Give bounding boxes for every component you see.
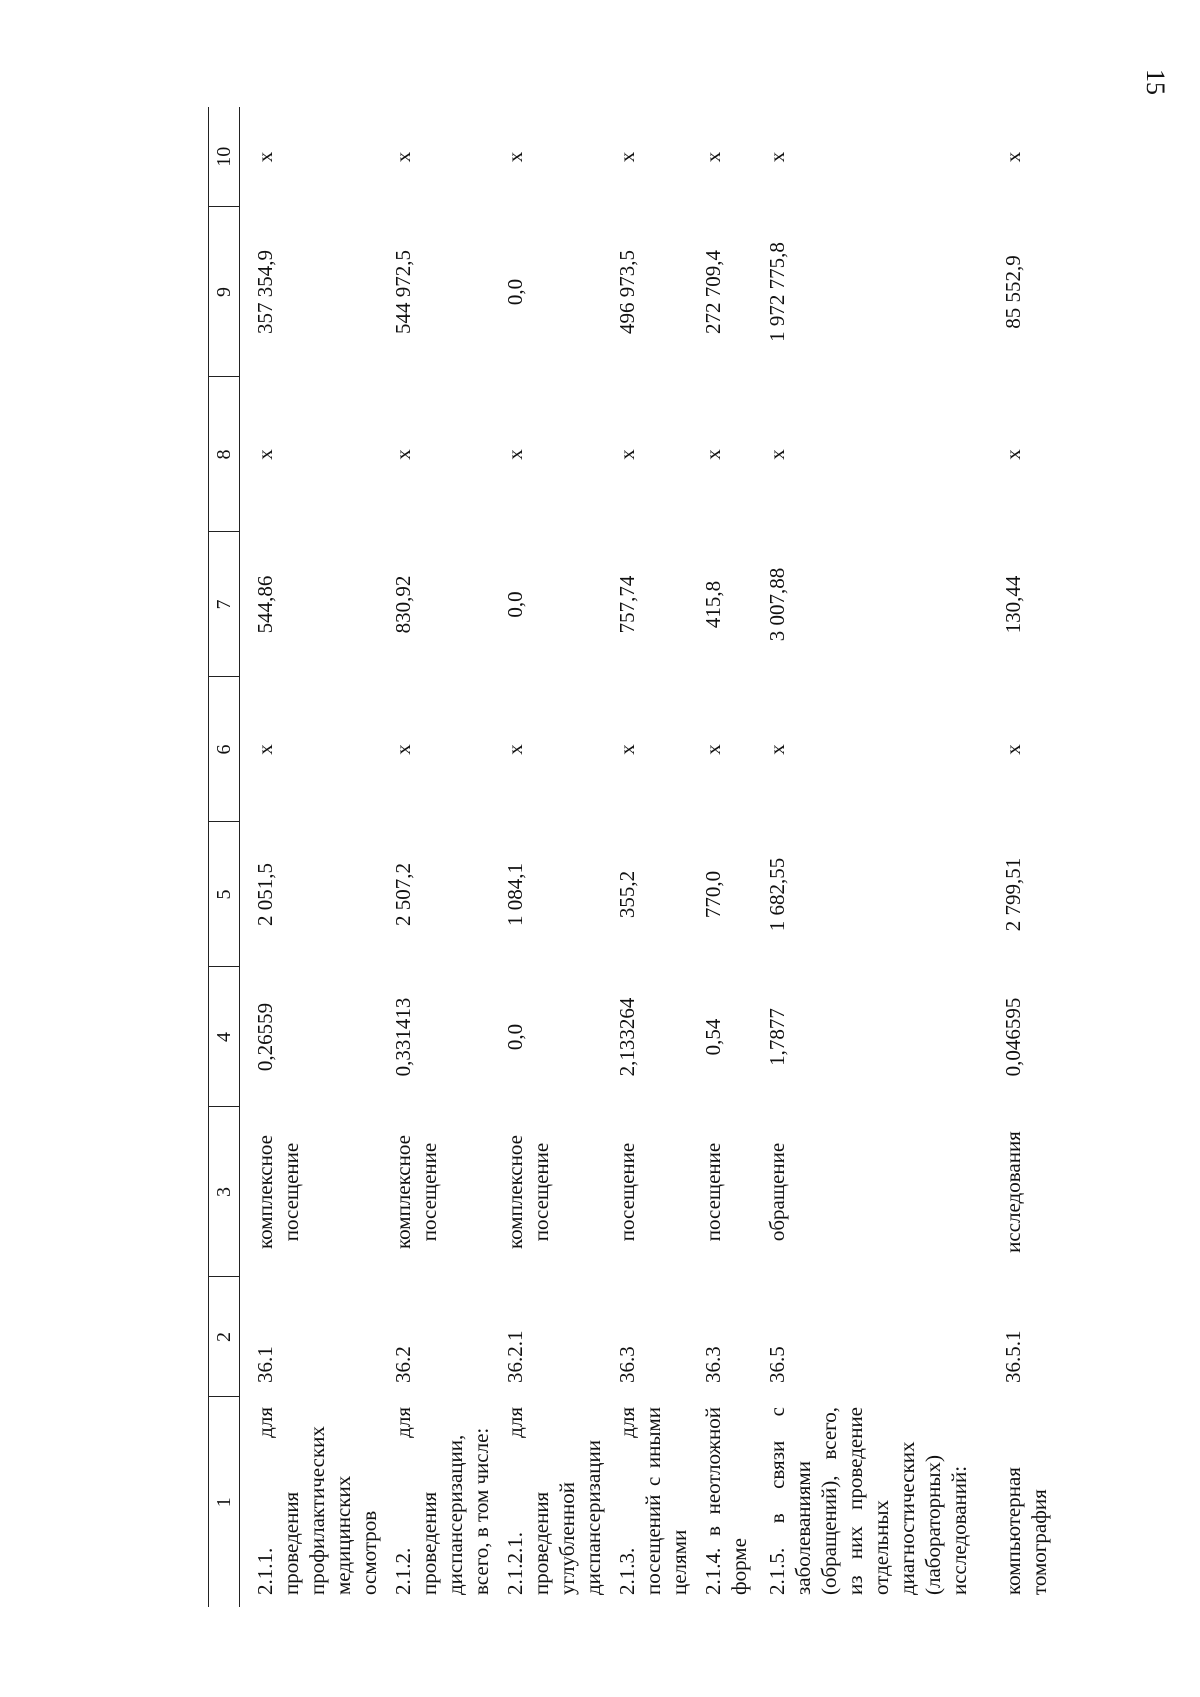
row-unit: комплексное посещение [503,1135,553,1249]
cell-col6: х [391,744,415,755]
table-row [494,107,606,1607]
cell-col5: 355,2 [615,870,639,919]
table-row [692,107,756,1607]
table-row [756,107,974,1607]
row-code: 36.2.1 [503,1330,527,1383]
cell-col5: 2 051,5 [253,863,277,926]
cell-col4: 0,046595 [1001,997,1025,1077]
column-header: 2 [209,1277,240,1397]
cell-col4: 1,7877 [765,1008,789,1066]
column-header: 1 [209,1397,240,1607]
rotated-table-sheet [208,107,1051,1607]
cell-col6: х [701,744,725,755]
row-name: компьютерная томография [1001,1467,1051,1595]
row-unit: посещение [615,1142,639,1242]
row-name: 2.1.2. для проведения диспансеризации, всего, в том числе: [391,1407,493,1595]
row-unit: комплексное посещение [391,1135,441,1249]
row-code: 36.2 [391,1346,415,1383]
column-header: 7 [209,532,240,677]
row-unit: посещение [701,1142,725,1242]
cell-col7: 130,44 [1001,575,1025,634]
cell-col7: 544,86 [253,575,277,634]
cell-col8: х [391,449,415,460]
cell-col8: х [503,449,527,460]
row-code: 36.3 [615,1346,639,1383]
cell-col10: х [701,151,725,163]
row-name: 2.1.2.1. для проведения углубленной диспансеризации [503,1407,605,1595]
cell-col9: 1 972 775,8 [765,242,789,342]
tariff-table [208,107,1120,1607]
row-unit: исследования [1001,1131,1025,1253]
table-row [382,107,494,1607]
cell-col4: 0,26559 [253,1002,277,1072]
row-unit: обращение [765,1142,789,1242]
cell-col9: 272 709,4 [701,250,725,334]
cell-col5: 1 084,1 [503,863,527,926]
column-header: 3 [209,1107,240,1277]
cell-col7: 0,0 [503,591,527,618]
row-unit: комплексное посещение [253,1135,303,1249]
cell-col6: х [615,744,639,755]
cell-col9: 0,0 [503,278,527,306]
column-header: 4 [209,967,240,1107]
cell-col6: х [253,744,277,755]
column-header: 8 [209,377,240,532]
cell-col8: х [615,449,639,460]
row-code: 36.1 [253,1346,277,1383]
cell-col8: х [1001,449,1025,460]
cell-col10: х [253,151,277,163]
cell-col5: 1 682,55 [765,857,789,932]
cell-col7: 757,74 [615,575,639,634]
cell-col10: х [391,151,415,163]
cell-col4: 0,54 [701,1018,725,1056]
cell-col10: х [615,151,639,163]
cell-col9: 496 973,5 [615,250,639,334]
cell-col4: 0,331413 [391,997,415,1077]
cell-col8: х [701,449,725,460]
cell-col9: 544 972,5 [391,250,415,334]
cell-col10: х [503,151,527,163]
column-header: 10 [209,107,240,207]
cell-col9: 357 354,9 [253,250,277,334]
table-row [240,107,383,1607]
row-name: 2.1.4. в неотложной форме [701,1407,751,1595]
cell-col7: 415,8 [701,580,725,629]
row-code: 36.5.1 [1001,1330,1025,1383]
row-code: 36.5 [765,1346,789,1383]
row-name: 2.1.1. для проведения профилактических медицинских осмотров [253,1407,381,1595]
cell-col10: х [765,151,789,163]
row-code: 36.3 [701,1346,725,1383]
cell-col6: х [503,744,527,755]
cell-col8: х [253,449,277,460]
cell-col8: х [765,449,789,460]
cell-col5: 770,0 [701,870,725,919]
cell-col5: 2 799,51 [1001,857,1025,932]
cell-col6: х [1001,744,1025,755]
column-header: 6 [209,677,240,822]
cell-col7: 830,92 [391,575,415,634]
cell-col4: 2,133264 [615,997,639,1077]
cell-col9: 85 552,9 [1001,255,1025,329]
table-row [974,107,1120,1607]
column-number-row [209,107,240,1607]
cell-col5: 2 507,2 [391,863,415,926]
row-name: 2.1.5. в связи с заболеваниями (обращений), всего, из них проведение отдельных диагностических (лабораторных) исследований: [765,1407,971,1595]
column-header: 9 [209,207,240,377]
page-number: 15 [1141,69,1170,95]
table-row [606,107,692,1607]
row-name: 2.1.3. для посещений с иными целями [615,1407,691,1595]
column-header: 5 [209,822,240,967]
cell-col10: х [1001,151,1025,163]
cell-col6: х [765,744,789,755]
cell-col7: 3 007,88 [765,567,789,642]
cell-col4: 0,0 [503,1023,527,1051]
